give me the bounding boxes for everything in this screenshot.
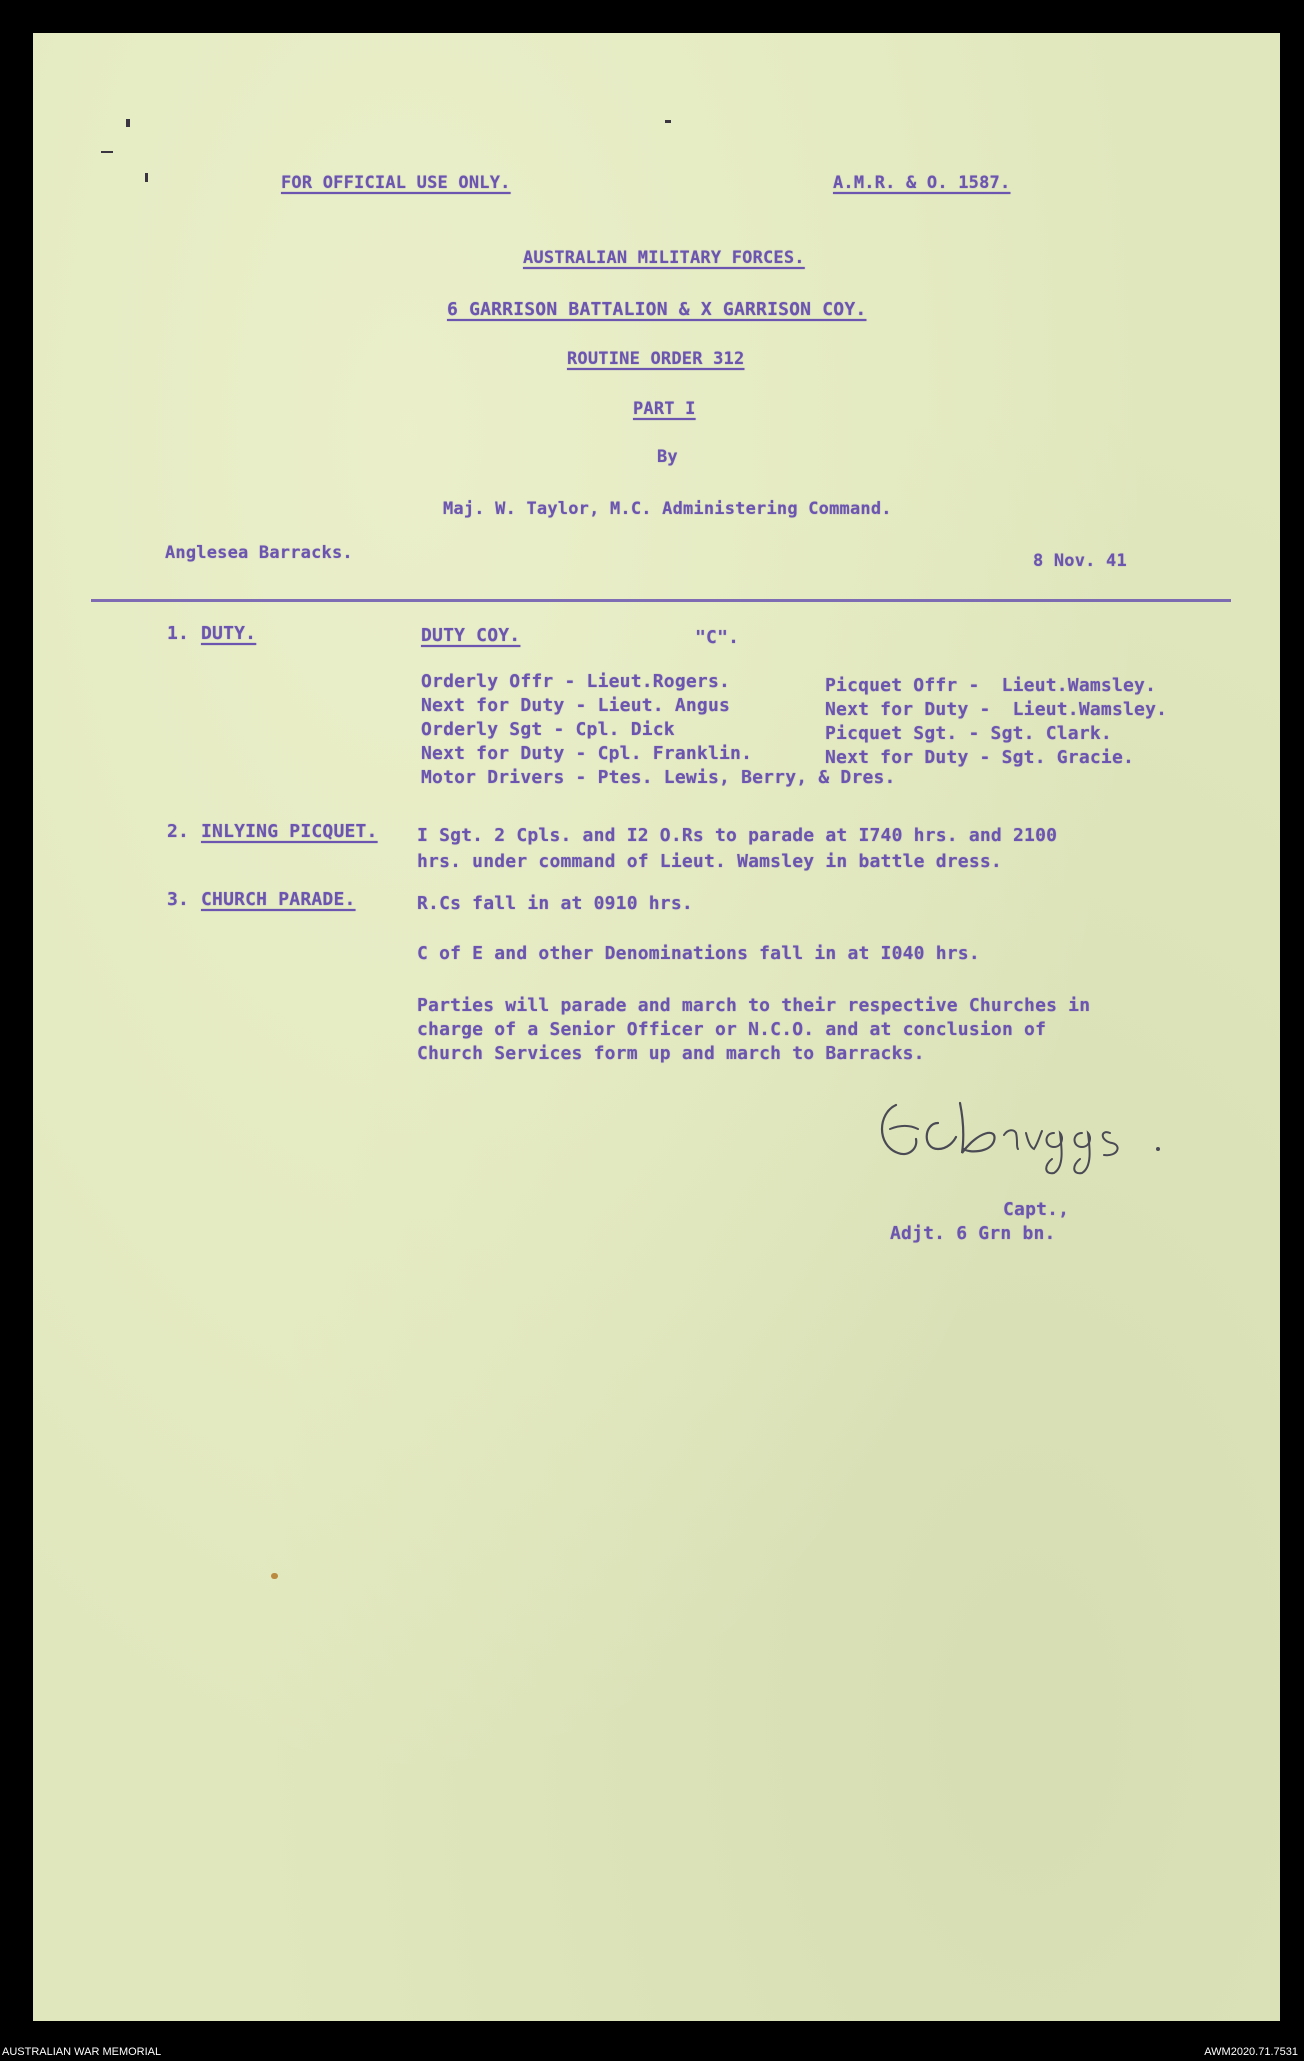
handwritten-signature (868, 1083, 1228, 1183)
church-coe-line: C of E and other Denominations fall in at I040 hrs. (417, 943, 980, 964)
unit-title: 6 GARRISON BATTALION & X GARRISON COY. (447, 299, 867, 320)
duty-company-heading: DUTY COY. (421, 625, 521, 646)
duty-left-line: Motor Drivers - Ptes. Lewis, Berry, & Dres. (421, 767, 896, 788)
horizontal-rule (91, 599, 1231, 602)
location-label: Anglesea Barracks. (165, 543, 353, 563)
document-page (33, 33, 1280, 2021)
order-title: ROUTINE ORDER 312 (567, 349, 745, 369)
church-para-line: Parties will parade and march to their respective Churches in (417, 995, 1091, 1016)
duty-right-line: Next for Duty - Lieut.Wamsley. (825, 699, 1168, 720)
stray-mark (665, 120, 671, 123)
picquet-line: I Sgt. 2 Cpls. and I2 O.Rs to parade at I740 hrs. and 2100 (417, 825, 1058, 846)
archive-reference: AWM2020.71.7531 (1204, 2046, 1298, 2058)
forces-title: AUSTRALIAN MILITARY FORCES. (523, 248, 805, 268)
signature-rank: Capt., (1003, 1199, 1070, 1220)
classification-label: FOR OFFICIAL USE ONLY. (281, 173, 511, 193)
stray-mark (145, 173, 148, 182)
section-1-number: 1. (167, 623, 190, 644)
by-label: By (657, 447, 678, 467)
date-label: 8 Nov. 41 (1033, 551, 1127, 571)
section-3-heading: CHURCH PARADE. (201, 889, 356, 910)
church-para-line: Church Services form up and march to Barracks. (417, 1043, 925, 1064)
duty-right-line: Next for Duty - Sgt. Gracie. (825, 747, 1135, 768)
stray-mark (101, 151, 113, 153)
signature-appointment: Adjt. 6 Grn bn. (890, 1223, 1056, 1244)
archive-credit: AUSTRALIAN WAR MEMORIAL (2, 2046, 162, 2058)
stray-mark (271, 1573, 278, 1579)
duty-right-line: Picquet Offr - Lieut.Wamsley. (825, 675, 1157, 696)
duty-company-letter: "C". (695, 627, 740, 648)
section-2-number: 2. (167, 821, 190, 842)
stray-mark (126, 119, 130, 127)
section-2-heading: INLYING PICQUET. (201, 821, 378, 842)
duty-left-line: Next for Duty - Lieut. Angus (421, 695, 731, 716)
duty-left-line: Next for Duty - Cpl. Franklin. (421, 743, 753, 764)
duty-left-line: Orderly Sgt - Cpl. Dick (421, 719, 675, 740)
duty-left-line: Orderly Offr - Lieut.Rogers. (421, 671, 731, 692)
church-para-line: charge of a Senior Officer or N.C.O. and at conclusion of (417, 1019, 1047, 1040)
section-3-number: 3. (167, 889, 190, 910)
picquet-line: hrs. under command of Lieut. Wamsley in battle dress. (417, 851, 1002, 872)
section-1-heading: DUTY. (201, 623, 257, 644)
commander-line: Maj. W. Taylor, M.C. Administering Command. (443, 499, 892, 519)
part-title: PART I (633, 399, 696, 419)
duty-right-line: Picquet Sgt. - Sgt. Clark. (825, 723, 1112, 744)
church-rc-line: R.Cs fall in at 0910 hrs. (417, 893, 693, 914)
reference-number: A.M.R. & O. 1587. (833, 173, 1011, 193)
